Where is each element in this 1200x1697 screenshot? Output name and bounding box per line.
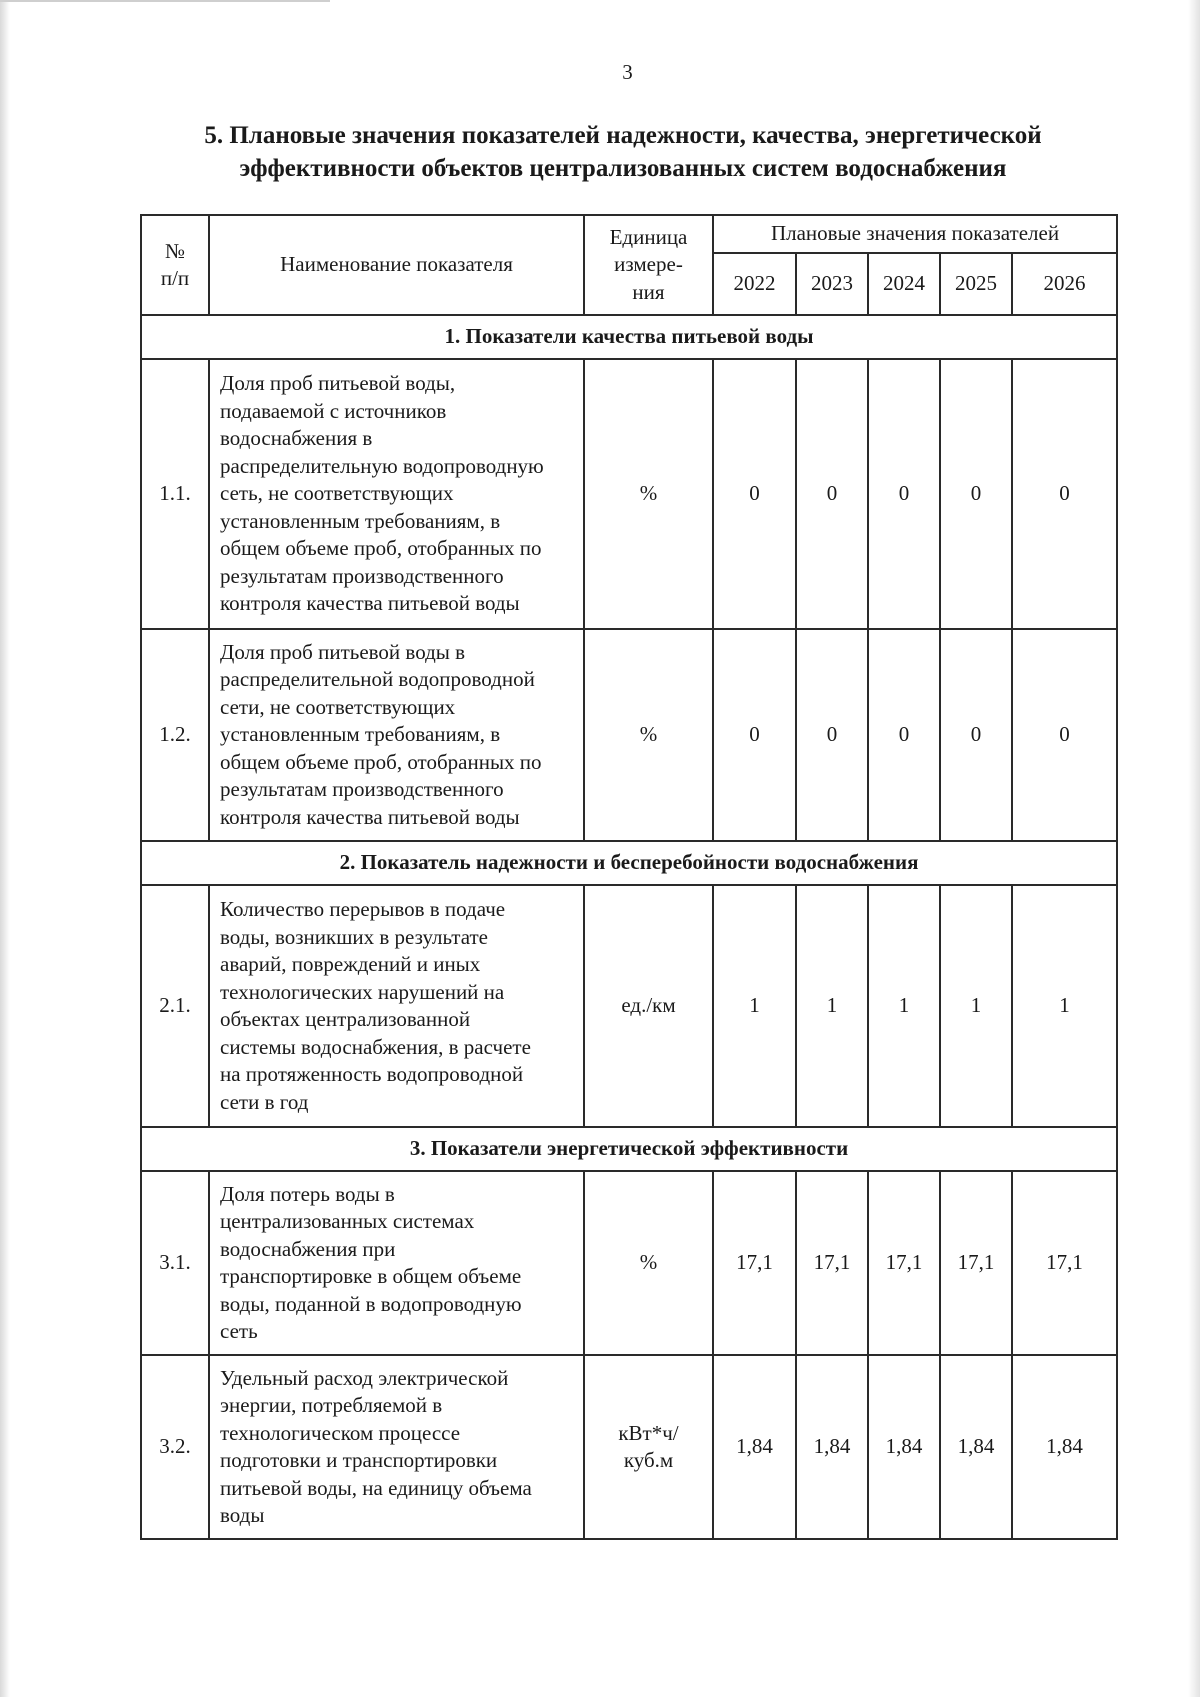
row-unit-line: % [639, 1250, 658, 1275]
header-unit-line: ния [632, 279, 665, 304]
row-name-line: общем объеме проб, отобранных по [220, 749, 542, 774]
heading-line: 5. Плановые значения показателей надежности, качества, энергетической [204, 122, 1042, 149]
scan-edge-right [1188, 0, 1200, 1697]
row-value: 1 [713, 885, 796, 1127]
row-unit-line: % [639, 481, 658, 506]
row-name-line: установленным требованиям, в [220, 722, 501, 747]
row-value: 17,1 [796, 1171, 868, 1355]
row-unit [584, 1171, 713, 1355]
row-name-line: контроля качества питьевой воды [220, 591, 520, 616]
row-name [209, 359, 584, 629]
row-unit-line: ед./км [621, 993, 676, 1018]
row-name-line: водоснабжения в [220, 426, 373, 451]
table-row [141, 885, 1117, 1127]
row-value: 0 [940, 359, 1012, 629]
header-year: 2022 [713, 253, 796, 315]
header-unit-line: измере- [614, 252, 683, 277]
row-value: 0 [1012, 359, 1117, 629]
row-num: 1.2. [141, 629, 209, 841]
row-name-line: распределительной водопроводной [220, 667, 535, 692]
section-row [141, 841, 1117, 885]
row-name-line: подаваемой с источников [220, 398, 447, 423]
row-value: 0 [868, 359, 940, 629]
table-row [141, 629, 1117, 841]
row-value: 0 [1012, 629, 1117, 841]
header-num-line: п/п [160, 266, 190, 290]
header-unit-cell [584, 215, 713, 315]
row-value: 17,1 [713, 1171, 796, 1355]
row-name-line: сеть, не соответствующих [220, 481, 454, 506]
indicators-table [140, 214, 1118, 1540]
row-name-line: на протяженность водопроводной [220, 1062, 524, 1086]
row-num: 3.1. [141, 1171, 209, 1355]
row-name-line: общем объеме проб, отобранных по [220, 536, 542, 561]
header-year: 2025 [940, 253, 1012, 315]
row-num: 2.1. [141, 885, 209, 1127]
row-value: 0 [796, 629, 868, 841]
row-value: 1,84 [1012, 1355, 1117, 1539]
row-name-line: воды, поданной в водопроводную [220, 1291, 522, 1316]
header-year: 2026 [1012, 253, 1117, 315]
row-name-line: технологических нарушений на [220, 979, 505, 1004]
row-name-line: Количество перерывов в подаче [220, 897, 506, 921]
row-value: 1,84 [796, 1355, 868, 1539]
row-name-line: подготовки и транспортировки [220, 1448, 498, 1472]
row-value: 17,1 [940, 1171, 1012, 1355]
row-name [209, 885, 584, 1127]
row-value: 0 [868, 629, 940, 841]
section-title: 1. Показатели качества питьевой воды [141, 315, 1117, 359]
row-name-line: распределительную водопроводную [220, 453, 544, 478]
row-name-line: Доля проб питьевой воды в [220, 639, 466, 664]
row-value: 1 [1012, 885, 1117, 1127]
row-name-line: централизованных системах [220, 1209, 475, 1233]
row-num: 3.2. [141, 1355, 209, 1539]
row-unit-line: % [639, 722, 658, 747]
row-unit [584, 1355, 713, 1539]
row-name-line: питьевой воды, на единицу объема [220, 1475, 532, 1500]
row-name-line: воды, возникших в результате [220, 924, 489, 949]
row-unit-line: кВт*ч/ [618, 1420, 679, 1445]
row-name-line: сети, не соответствующих [220, 694, 456, 719]
row-name-line: воды [220, 1503, 265, 1527]
row-value: 1 [796, 885, 868, 1127]
section-heading [140, 119, 1106, 185]
section-row [141, 1127, 1117, 1171]
row-name-line: технологическом процессе [220, 1420, 461, 1445]
header-name-cell: Наименование показателя [209, 215, 584, 315]
table-row [141, 1171, 1117, 1355]
row-value: 0 [940, 629, 1012, 841]
section-title: 2. Показатель надежности и бесперебойности водоснабжения [141, 841, 1117, 885]
row-value: 1,84 [713, 1355, 796, 1539]
row-value: 17,1 [868, 1171, 940, 1355]
header-unit-line: Единица [609, 224, 688, 249]
row-value: 0 [713, 629, 796, 841]
section-row [141, 315, 1117, 359]
row-name-line: результатам производственного [220, 563, 504, 588]
row-name-line: Доля потерь воды в [220, 1181, 395, 1206]
row-name-line: установленным требованиям, в [220, 508, 501, 533]
row-unit [584, 885, 713, 1127]
table-row [141, 1355, 1117, 1539]
row-name [209, 629, 584, 841]
row-name [209, 1355, 584, 1539]
row-name-line: сети в год [220, 1089, 309, 1114]
header-year: 2024 [868, 253, 940, 315]
row-name-line: аварий, повреждений и иных [220, 952, 481, 976]
row-name-line: системы водоснабжения, в расчете [220, 1034, 531, 1059]
row-name-line: контроля качества питьевой воды [220, 804, 520, 829]
header-num-cell [141, 215, 209, 315]
row-unit [584, 359, 713, 629]
row-name-line: транспортировке в общем объеме [220, 1264, 522, 1288]
header-row-1 [141, 215, 1117, 253]
row-value: 0 [796, 359, 868, 629]
row-name-line: Доля проб питьевой воды, [220, 371, 456, 396]
heading-line: эффективности объектов централизованных систем водоснабжения [239, 155, 1007, 182]
header-plan-cell: Плановые значения показателей [713, 215, 1117, 253]
row-name-line: водоснабжения при [220, 1236, 396, 1261]
row-value: 17,1 [1012, 1171, 1117, 1355]
scan-edge-top [0, 0, 330, 2]
row-name-line: сеть [220, 1319, 258, 1343]
row-name [209, 1171, 584, 1355]
row-unit-line: куб.м [623, 1448, 674, 1472]
row-value: 1 [940, 885, 1012, 1127]
row-name-line: Удельный расход электрической [220, 1365, 509, 1390]
row-unit [584, 629, 713, 841]
row-num: 1.1. [141, 359, 209, 629]
row-name-line: результатам производственного [220, 777, 504, 802]
row-value: 0 [713, 359, 796, 629]
row-value: 1,84 [940, 1355, 1012, 1539]
row-value: 1,84 [868, 1355, 940, 1539]
table-row [141, 359, 1117, 629]
row-value: 1 [868, 885, 940, 1127]
scan-edge-left [0, 0, 10, 1697]
page-number: 3 [622, 60, 633, 84]
section-title: 3. Показатели энергетической эффективности [141, 1127, 1117, 1171]
header-num-line: № [164, 238, 186, 263]
row-name-line: объектах централизованной [220, 1007, 471, 1031]
header-year: 2023 [796, 253, 868, 315]
row-name-line: энергии, потребляемой в [220, 1393, 443, 1417]
